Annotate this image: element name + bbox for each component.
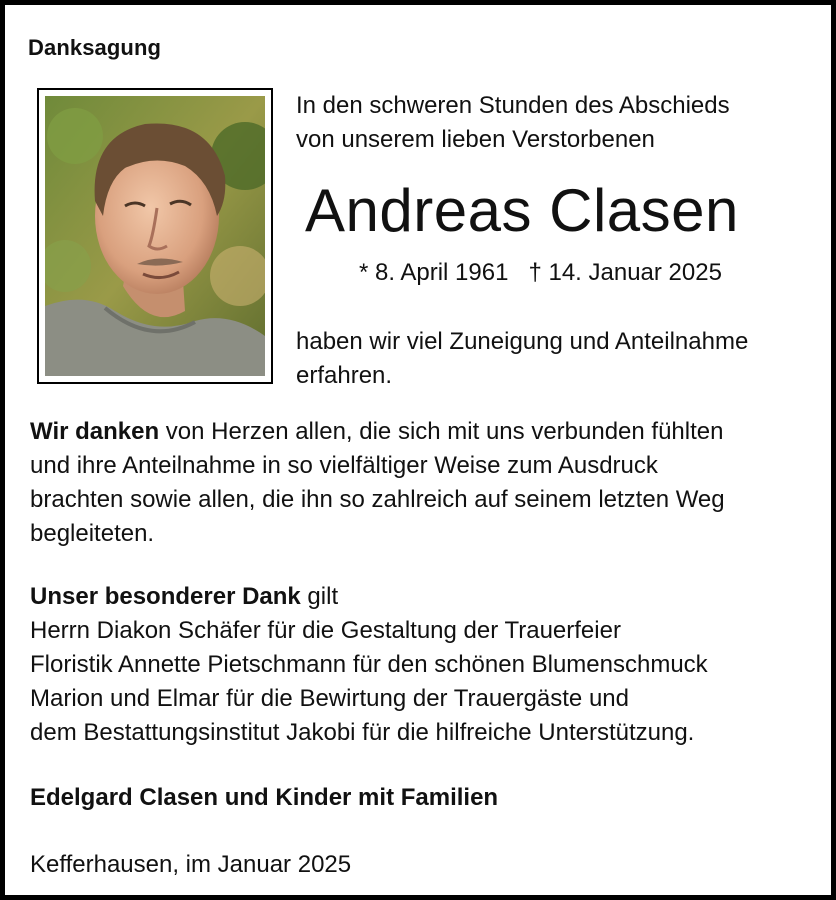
special-thanks-item: Floristik Annette Pietschmann für den schönen Blumenschmuck [30,651,708,678]
life-dates [359,257,799,289]
special-thanks-heading [30,580,820,614]
outro-line: erfahren. [296,362,393,389]
portrait-photo-frame [37,88,273,384]
special-thanks-item: Marion und Elmar für die Bewirtung der Trauergäste und [30,685,629,712]
notice-heading: Danksagung [28,35,162,60]
deceased-name: Andreas Clasen [305,177,739,244]
thanks-paragraph [30,415,820,551]
place-date: Kefferhausen, im Januar 2025 [30,851,352,878]
thanks-line [30,415,820,449]
thanks-line: und ihre Anteilnahme in so vielfältiger Weise zum Ausdruck [30,452,658,479]
thanks-lead: Wir danken [30,418,160,445]
intro-text [296,89,816,157]
intro-line: In den schweren Stunden des Abschieds [296,92,730,119]
intro-line: von unserem lieben Verstorbenen [296,126,655,153]
birth-date: * 8. April 1961 [359,259,509,286]
thanks-line-rest: von Herzen allen, die sich mit uns verbunden fühlten [159,418,724,445]
thanks-line: brachten sowie allen, die ihn so zahlreich auf seinem letzten Weg [30,486,725,513]
thanks-line: begleiteten. [30,520,155,547]
portrait-photo [45,96,265,376]
special-thanks-lead-rest: gilt [300,583,339,610]
special-thanks-item: Herrn Diakon Schäfer für die Gestaltung der Trauerfeier [30,617,621,644]
special-thanks-item: dem Bestattungsinstitut Jakobi für die hilfreiche Unterstützung. [30,719,695,746]
outro-line: haben wir viel Zuneigung und Anteilnahme [296,328,749,355]
death-date: † 14. Januar 2025 [528,259,722,286]
special-thanks-lead: Unser besonderer Dank [30,583,301,610]
special-thanks-paragraph [30,580,820,750]
signature: Edelgard Clasen und Kinder mit Familien [30,784,499,811]
outro-text [296,325,816,393]
